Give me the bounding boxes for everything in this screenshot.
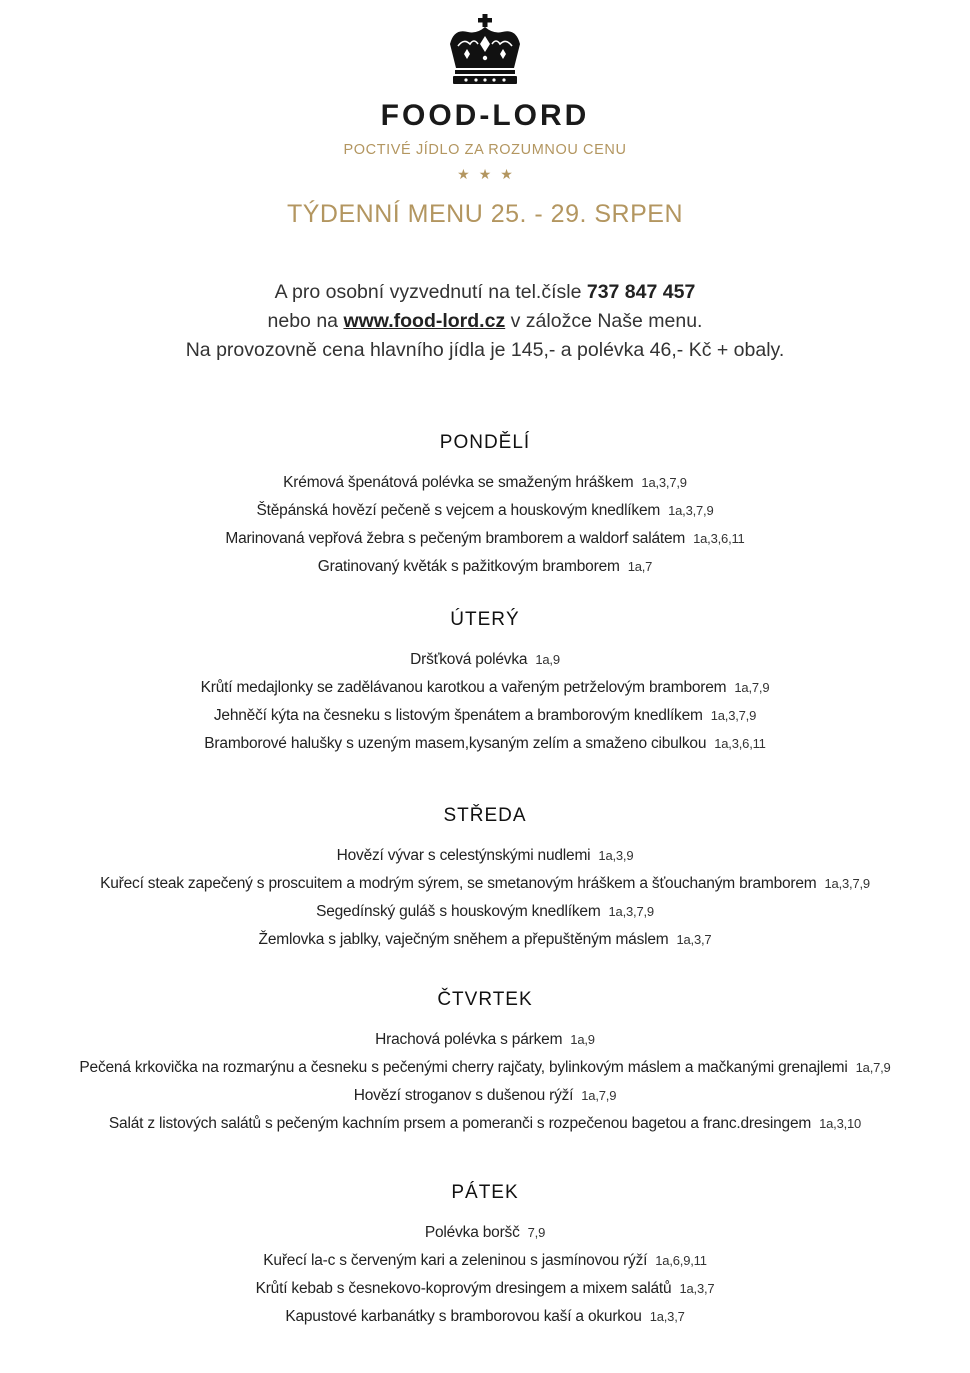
menu-title: TÝDENNÍ MENU 25. - 29. SRPEN: [286, 200, 684, 228]
dish-name: Krémová špenátová polévka se smaženým hráškem: [283, 474, 634, 491]
brand-stars: ★★★: [457, 166, 522, 182]
dish-item: [0, 1082, 970, 1110]
dish-name: Kuřecí steak zapečený s proscuitem a modrým sýrem, se smetanovým hráškem a šťouchaným bramborem: [100, 875, 817, 892]
day-section-friday: [0, 1181, 970, 1331]
dish-item: [0, 553, 970, 581]
dish-name: Hrachová polévka s párkem: [375, 1031, 563, 1048]
dish-allergens: 1a,3,6,11: [714, 736, 766, 751]
dish-name: Gratinovaný květák s pažitkovým bramborem: [317, 558, 620, 575]
dish-allergens: 1a,3,7,9: [824, 876, 870, 891]
dish-allergens: 1a,7,9: [734, 680, 770, 695]
info-line-2-suffix: v záložce Naše menu.: [510, 310, 703, 332]
pickup-info: [0, 278, 970, 365]
dish-item: [0, 469, 970, 497]
dish-allergens: 1a,6,9,11: [655, 1253, 707, 1268]
dish-item: [0, 1303, 970, 1331]
dish-allergens: 1a,3,7,9: [668, 503, 714, 518]
dish-item: [0, 898, 970, 926]
dish-allergens: 1a,3,7: [649, 1309, 685, 1324]
dish-name: Dršťková polévka: [410, 651, 528, 668]
day-title: PÁTEK: [451, 1182, 519, 1203]
day-section-wednesday: [0, 804, 970, 954]
day-title: ČTVRTEK: [437, 989, 533, 1010]
dish-allergens: 7,9: [527, 1225, 546, 1240]
brand-tagline: POCTIVÉ JÍDLO ZA ROZUMNOU CENU: [343, 142, 627, 158]
dish-allergens: 1a,9: [570, 1032, 595, 1047]
info-line-2-prefix: nebo na: [267, 310, 339, 332]
dish-item: [0, 842, 970, 870]
dish-item: [0, 926, 970, 954]
dish-item: [0, 1054, 970, 1082]
dish-name: Polévka boršč: [424, 1224, 520, 1241]
dish-name: Hovězí vývar s celestýnskými nudlemi: [336, 847, 591, 864]
dish-name: Štěpánská hovězí pečeně s vejcem a houskovým knedlíkem: [256, 502, 661, 519]
dish-allergens: 1a,3,7: [679, 1281, 715, 1296]
dish-item: [0, 525, 970, 553]
dish-allergens: 1a,3,10: [819, 1116, 862, 1131]
dish-item: [0, 1247, 970, 1275]
dish-allergens: 1a,7,9: [581, 1088, 617, 1103]
info-line-1: [0, 278, 970, 307]
dish-name: Kapustové karbanátky s bramborovou kaší a okurkou: [285, 1308, 642, 1325]
dish-item: [0, 1110, 970, 1138]
dish-name: Segedínský guláš s houskovým knedlíkem: [316, 903, 601, 920]
brand-name: FOOD-LORD: [380, 99, 590, 132]
day-section-monday: [0, 431, 970, 581]
day-title: ÚTERÝ: [450, 609, 520, 630]
dish-item: [0, 870, 970, 898]
dish-name: Krůtí kebab s česnekovo-koprovým dresingem a mixem salátů: [255, 1280, 672, 1297]
info-line-1-text: A pro osobní vyzvednutí na tel.čísle: [274, 281, 582, 303]
dish-allergens: 1a,3,7,9: [608, 904, 654, 919]
info-line-3: Na provozovně cena hlavního jídla je 145,- a polévka 46,- Kč + obaly.: [185, 339, 785, 361]
day-title: PONDĚLÍ: [439, 432, 531, 453]
dish-allergens: 1a,7,9: [855, 1060, 891, 1075]
dish-allergens: 1a,3,7,9: [710, 708, 757, 723]
dish-item: [0, 1026, 970, 1054]
dish-name: Kuřecí la-c s červeným kari a zeleninou s jasmínovou rýží: [263, 1252, 648, 1269]
dish-name: Žemlovka s jablky, vaječným sněhem a přepuštěným máslem: [258, 931, 669, 948]
dish-name: Krůtí medajlonky se zadělávanou karotkou a vařeným petrželovým bramborem: [200, 679, 727, 696]
dish-allergens: 1a,7: [627, 559, 653, 574]
dish-item: [0, 497, 970, 525]
website-link[interactable]: www.food-lord.cz: [343, 310, 506, 332]
dish-item: [0, 674, 970, 702]
dish-item: [0, 702, 970, 730]
dish-name: Marinovaná vepřová žebra s pečeným bramborem a waldorf salátem: [225, 530, 686, 547]
dish-name: Bramborové halušky s uzeným masem,kysaným zelím a smaženo cibulkou: [204, 735, 707, 752]
dish-name: Salát z listových salátů s pečeným kachním prsem a pomeranči s rozpečenou bagetou a franc.dresingem: [108, 1115, 812, 1132]
dish-name: Pečená krkovička na rozmarýnu a česneku s pečenými cherry rajčaty, bylinkovým máslem a mačkanými grenajlemi: [79, 1059, 848, 1076]
phone-number: 737 847 457: [586, 281, 696, 303]
day-section-thursday: [0, 988, 970, 1138]
day-section-tuesday: [0, 608, 970, 758]
info-line-2: [0, 307, 970, 336]
dish-allergens: 1a,3,6,11: [693, 531, 745, 546]
crown-icon: [444, 14, 526, 88]
dish-allergens: 1a,9: [535, 652, 560, 667]
day-title: STŘEDA: [443, 805, 527, 826]
dish-item: [0, 646, 970, 674]
dish-allergens: 1a,3,7,9: [641, 475, 687, 490]
dish-name: Jehněčí kýta na česneku s listovým špenátem a bramborovým knedlíkem: [213, 707, 703, 724]
dish-item: [0, 1275, 970, 1303]
dish-name: Hovězí stroganov s dušenou rýží: [353, 1087, 574, 1104]
dish-allergens: 1a,3,7: [676, 932, 712, 947]
dish-allergens: 1a,3,9: [598, 848, 634, 863]
dish-item: [0, 1219, 970, 1247]
dish-item: [0, 730, 970, 758]
